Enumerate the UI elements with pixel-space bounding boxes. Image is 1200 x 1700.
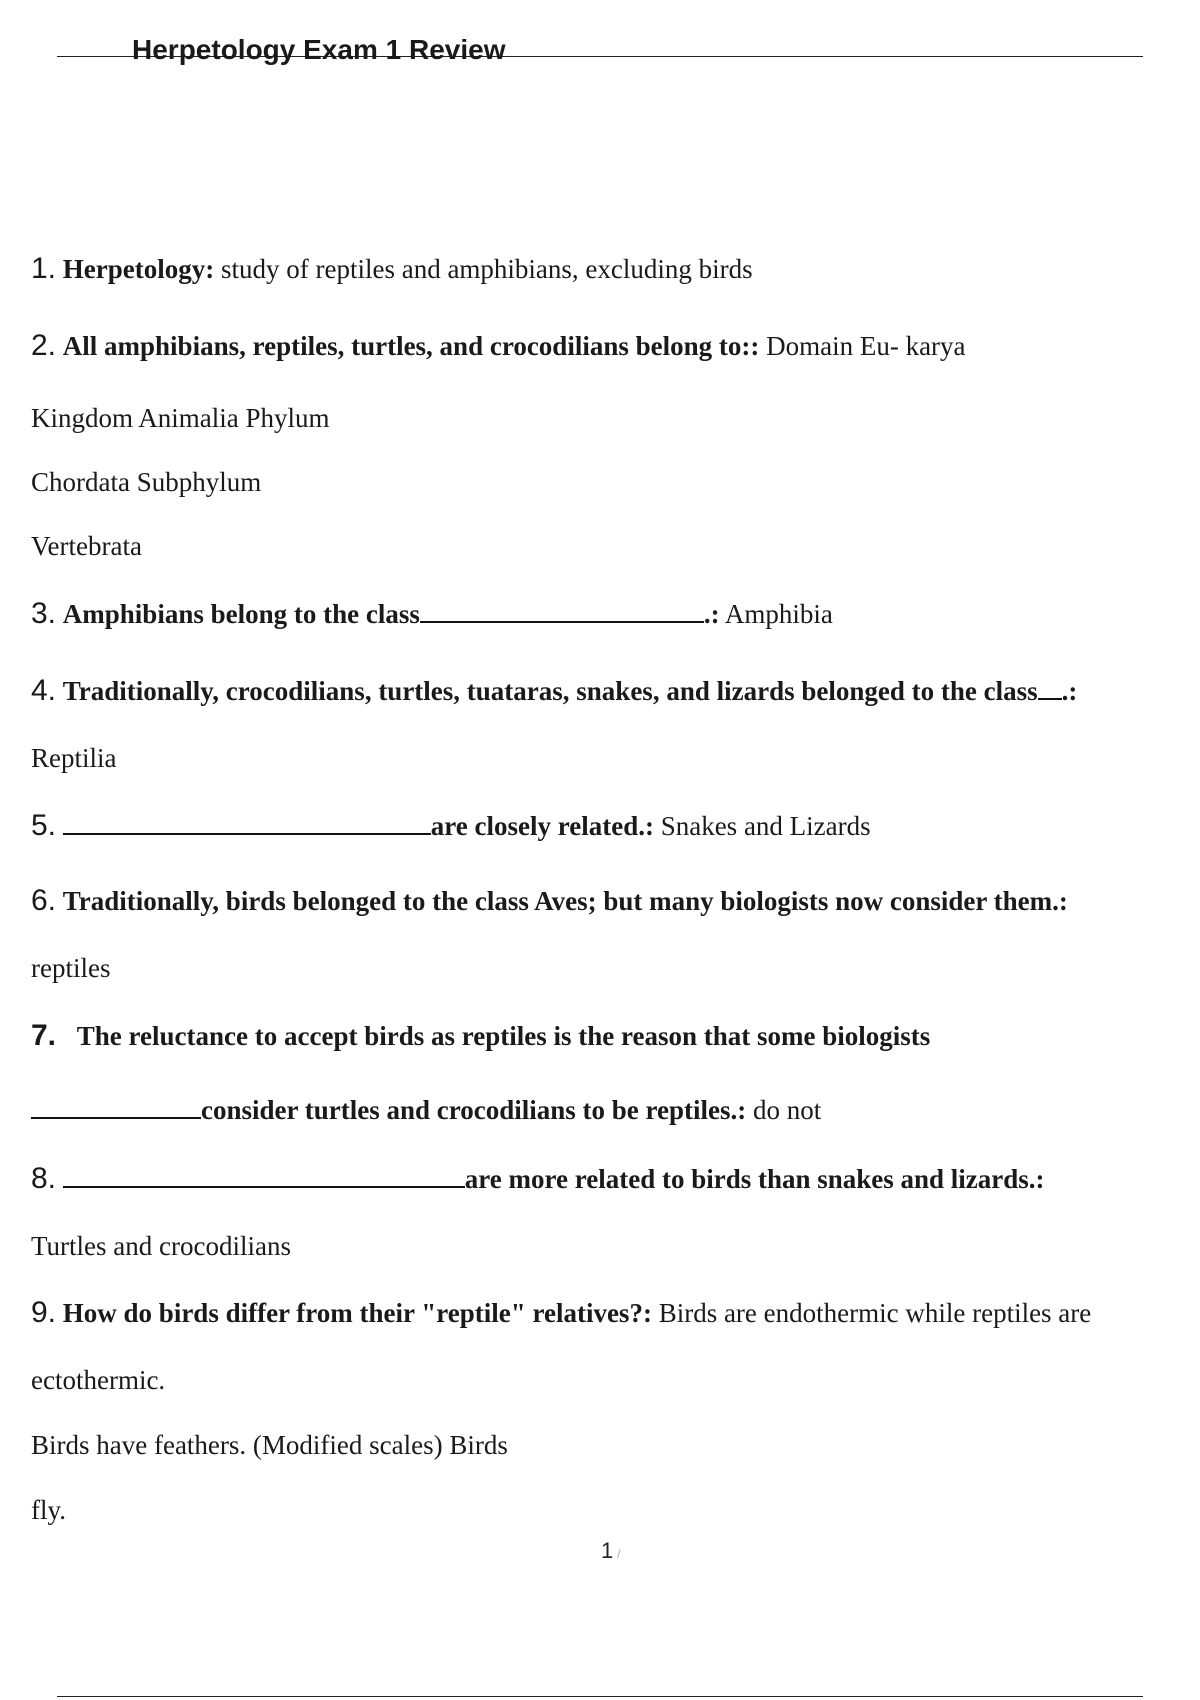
fill-in-blank [63,1164,465,1188]
question-number: 8. [31,1162,57,1195]
answer-continuation: Chordata Subphylum [31,467,262,497]
question-text-suffix: are more related to birds than snakes and lizards.: [464,1164,1045,1194]
question-text-suffix: consider turtles and crocodilians to be reptiles.: [201,1095,747,1125]
answer-continuation: Reptilia [31,743,117,773]
answer-continuation: reptiles [31,953,111,983]
question-8 [31,1162,1045,1196]
fill-in-blank [63,811,431,835]
footer-rule [57,1696,1143,1697]
question-text-suffix: are closely related.: [430,811,654,841]
question-number: 3. [31,597,57,630]
question-text: Traditionally, birds belonged to the class Aves; but many biologists now consider them.: [62,886,1068,916]
question-text: Traditionally, crocodilians, turtles, tuataras, snakes, and lizards belonged to the class [62,676,1038,706]
question-number: 4. [31,674,57,707]
question-text-suffix: .: [703,599,720,629]
fill-in-blank [1038,676,1062,700]
question-9 [31,1296,1091,1330]
answer-continuation: Kingdom Animalia Phylum [31,403,330,433]
answer-text: Snakes and Lizards [653,811,871,841]
answer-continuation: Vertebrata [31,531,142,561]
question-text-suffix: .: [1061,676,1078,706]
question-4 [31,674,1077,708]
answer-text: do not [746,1095,822,1125]
question-text: How do birds differ from their "reptile" relatives?: [62,1298,652,1328]
question-2 [31,329,966,363]
question-1 [31,252,753,286]
question-5 [31,809,871,843]
page-number [601,1538,621,1564]
answer-text: Amphibia [719,599,833,629]
question-7 [31,1019,930,1053]
answer-text: Birds are endothermic while reptiles are [651,1298,1092,1328]
page-number-separator: / [617,1547,621,1561]
answer-text: Domain Eu- karya [759,331,966,361]
question-number: 7. [31,1019,57,1052]
answer-text: study of reptiles and amphibians, excluding birds [214,254,753,284]
document-title: Herpetology Exam 1 Review [132,34,506,65]
question-number: 6. [31,884,57,917]
answer-continuation: ectothermic. [31,1365,166,1395]
question-text: The reluctance to accept birds as reptiles is the reason that some biologists [76,1021,931,1051]
question-number: 2. [31,329,57,362]
fill-in-blank [31,1095,201,1119]
answer-continuation: Turtles and crocodilians [31,1231,291,1261]
fill-in-blank [420,599,704,623]
question-6 [31,884,1068,918]
question-text: All amphibians, reptiles, turtles, and crocodilians belong to:: [62,331,760,361]
question-number: 5. [31,809,57,842]
question-text: Amphibians belong to the class [62,599,420,629]
question-number: 9. [31,1296,57,1329]
answer-continuation: Birds have feathers. (Modified scales) Birds [31,1430,508,1460]
question-3 [31,597,833,631]
question-text: Herpetology: [62,254,215,284]
page-number-value: 1 [601,1538,614,1563]
answer-continuation: fly. [31,1495,66,1525]
question-7-continuation [31,1093,821,1127]
question-number: 1. [31,252,57,285]
